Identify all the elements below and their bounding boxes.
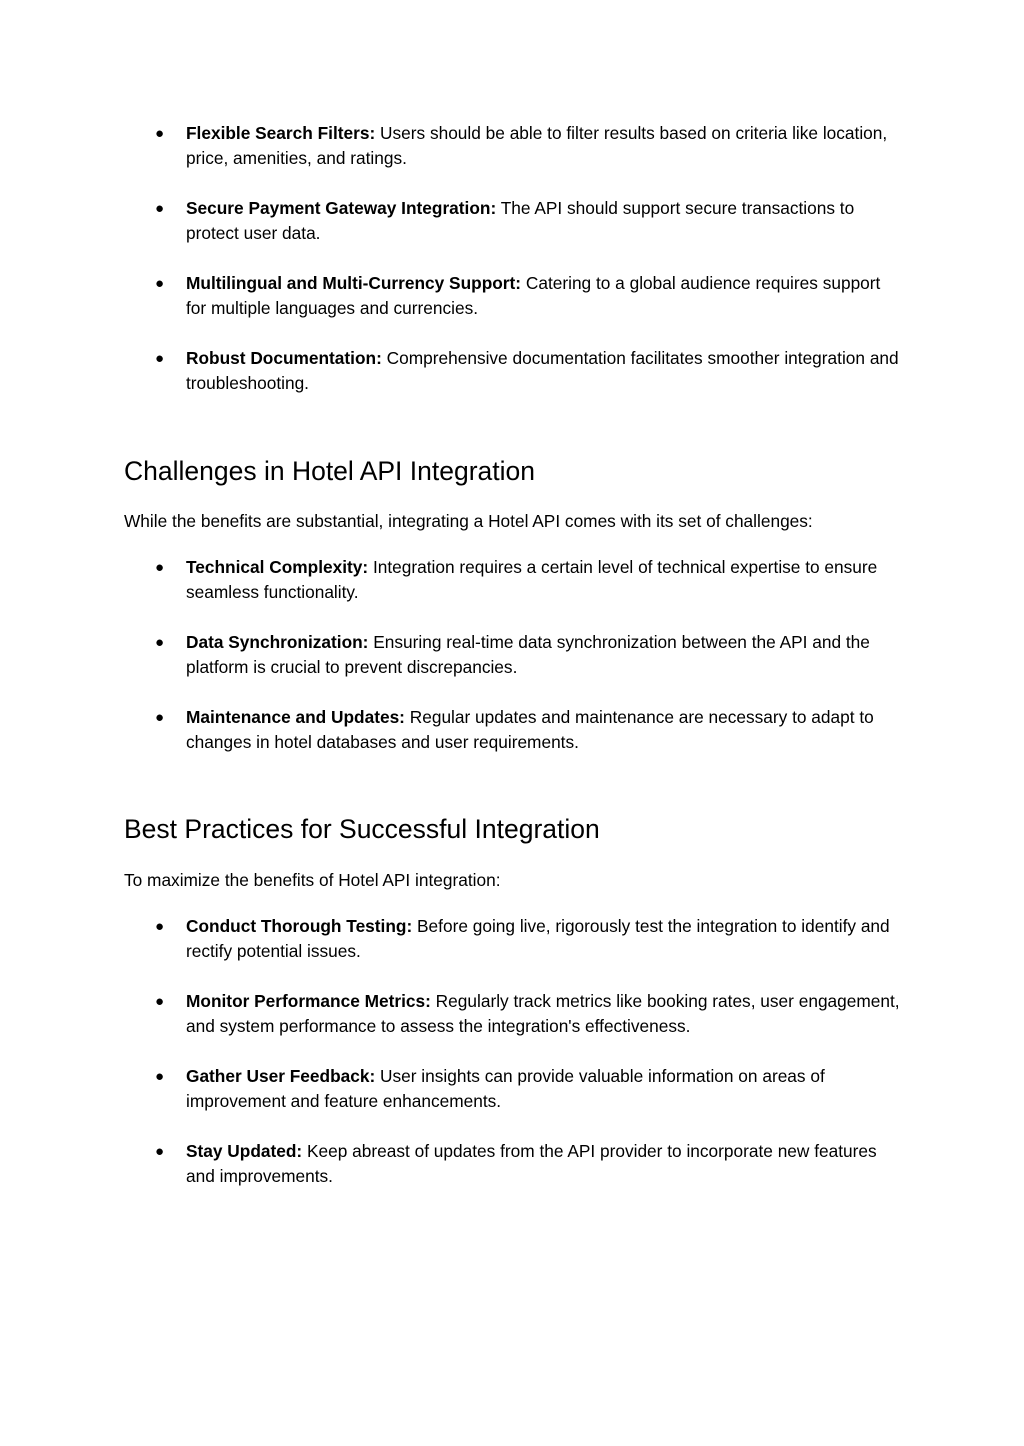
- list-item: [124, 196, 904, 246]
- challenges-list: [124, 555, 904, 755]
- list-item: [124, 271, 904, 321]
- best-practices-list: [124, 914, 904, 1189]
- list-item-text: Before going live, rigorously test the integration to identify and rectify potential issues.: [186, 916, 890, 961]
- list-item-text: Ensuring real-time data synchronization between the API and the platform is crucial to prevent discrepancies.: [186, 632, 870, 677]
- list-item-text: Catering to a global audience requires support for multiple languages and currencies.: [186, 273, 881, 318]
- section-heading-challenges: Challenges in Hotel API Integration: [124, 456, 536, 486]
- list-item-label: Data Synchronization:: [186, 632, 369, 652]
- list-item-text: Comprehensive documentation facilitates smoother integration and troubleshooting.: [186, 348, 899, 393]
- list-item-label: Multilingual and Multi-Currency Support:: [186, 273, 522, 293]
- list-item-text: Regular updates and maintenance are necessary to adapt to changes in hotel databases and user requirements.: [186, 707, 874, 752]
- bullet-icon: ●: [155, 993, 165, 1010]
- bullet-icon: ●: [155, 1068, 165, 1085]
- list-item-text: Keep abreast of updates from the API provider to incorporate new features and improvements.: [186, 1141, 877, 1186]
- list-item: [124, 630, 904, 680]
- bullet-icon: ●: [155, 634, 165, 651]
- list-item-label: Maintenance and Updates:: [186, 707, 405, 727]
- list-item-label: Flexible Search Filters:: [186, 123, 376, 143]
- list-item: [124, 1064, 904, 1114]
- list-item-label: Conduct Thorough Testing:: [186, 916, 413, 936]
- list-item: [124, 989, 904, 1039]
- section-intro-best-practices: To maximize the benefits of Hotel API integration:: [124, 870, 501, 890]
- bullet-icon: ●: [155, 125, 165, 142]
- list-item: [124, 346, 904, 396]
- bullet-icon: ●: [155, 709, 165, 726]
- list-item-label: Stay Updated:: [186, 1141, 303, 1161]
- list-item-text: Integration requires a certain level of technical expertise to ensure seamless functionality.: [186, 557, 878, 602]
- list-item-label: Monitor Performance Metrics:: [186, 991, 431, 1011]
- bullet-icon: ●: [155, 918, 165, 935]
- bullet-icon: ●: [155, 350, 165, 367]
- list-item-label: Secure Payment Gateway Integration:: [186, 198, 497, 218]
- list-item: [124, 121, 904, 171]
- section-heading-best-practices: Best Practices for Successful Integration: [124, 814, 600, 844]
- list-item: [124, 1139, 904, 1189]
- bullet-icon: ●: [155, 559, 165, 576]
- list-item-label: Gather User Feedback:: [186, 1066, 376, 1086]
- bullet-icon: ●: [155, 200, 165, 217]
- list-item-label: Technical Complexity:: [186, 557, 369, 577]
- bullet-icon: ●: [155, 1143, 165, 1160]
- list-item-text: User insights can provide valuable information on areas of improvement and feature enhancements.: [186, 1066, 825, 1111]
- list-item: [124, 555, 904, 605]
- bullet-icon: ●: [155, 275, 165, 292]
- section-intro-challenges: While the benefits are substantial, integrating a Hotel API comes with its set of challenges:: [124, 511, 813, 531]
- list-item-text: Regularly track metrics like booking rates, user engagement, and system performance to assess the integration's effectiveness.: [186, 991, 900, 1036]
- list-item: [124, 705, 904, 755]
- list-item: [124, 914, 904, 964]
- features-list: [124, 121, 904, 396]
- list-item-text: Users should be able to filter results based on criteria like location, price, amenities, and ratings.: [186, 123, 888, 168]
- list-item-text: The API should support secure transactions to protect user data.: [186, 198, 855, 243]
- list-item-label: Robust Documentation:: [186, 348, 382, 368]
